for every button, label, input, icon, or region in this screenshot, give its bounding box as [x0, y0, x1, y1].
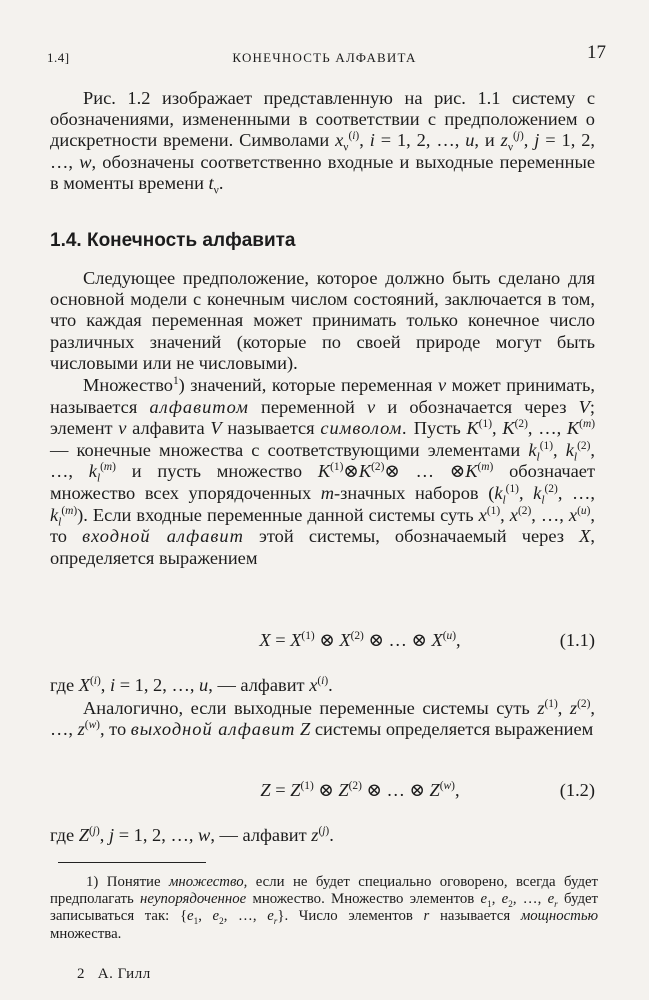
equation-1-2: [50, 780, 595, 806]
equation-1-1: [50, 630, 595, 656]
section-heading: 1.4. Конечность алфавита: [50, 230, 296, 251]
equation-number: (1.2): [559, 780, 595, 800]
printer-signature: [77, 964, 151, 985]
equation-output-alphabet: $Z = Z^{(1)}$ ⊗ $Z^{(2)}$ ⊗ … ⊗ $Z^{(w)}$,: [260, 779, 460, 800]
running-title: КОНЕЧНОСТЬ АЛФАВИТА: [232, 50, 417, 65]
intro-paragraph: Рис. 1.2 изображает представленную на рис. 1.1 систему с обозначениями, измененными в соответствии с предположением о дискретности времени. Символами $x_\nu^{(i)}$, i = 1, 2, …, u, и $z_\nu^{(j)}$, j = 1, 2, …, w, обозначены соответственно входные и выходные переменные в моменты времени $t_\nu$.: [50, 88, 595, 197]
footnote: 1) Понятие множество, если не будет специально оговорено, всегда будет предполагать неупорядоченное множество. Множество элементов $e_1$, $e_2$, …, $e_r$ будет записываться так: {$e_1$, $e_2$, …, $e_r$}. Число элементов r называется мощностью множества.: [50, 874, 599, 942]
paragraph-finite-assumption: Следующее предположение, которое должно быть сделано для основной модели с конечным числом состояний, заключается в том, что каждая переменная может принимать только конечное число различных значений (которые по своей природе могут быть числовыми или не числовыми).: [50, 268, 595, 373]
equation-input-alphabet: $X = X^{(1)}$ ⊗ $X^{(2)}$ ⊗ … ⊗ $X^{(u)}$,: [259, 629, 461, 650]
page-number: 17: [587, 42, 606, 63]
paragraph-alphabet-definition: Множество$^1$) значений, которые переменная v может принимать, называется алфавитом переменной v и обозначается через V; элемент v алфавита V называется символом. Пусть $K^{(1)}$, $K^{(2)}$, …, $K^{(m)}$ — конечные множества с соответствующими элементами $k_l^{(1)}$, $k_l^{(2)}$, …, $k_l^{(m)}$ и пусть множество $K^{(1)}\otimes K^{(2)}\otimes$ … $\otimes K^{(m)}$ обозначает множество всех упорядоченных m-значных наборов ($k_l^{(1)}$, $k_l^{(2)}$, …, $k_l^{(m)}$). Если входные переменные данной системы суть $x^{(1)}$, $x^{(2)}$, …, $x^{(u)}$, то входной алфавит этой системы, обозначаемый через X, определяется выражением: [50, 374, 596, 568]
where-line-1: где $X^{(i)}$, i = 1, 2, …, u, — алфавит $x^{(i)}$.: [50, 674, 333, 695]
signature-number: 2: [77, 966, 85, 982]
signature-author: А. Гилл: [97, 966, 151, 982]
footnote-divider: [58, 862, 206, 863]
paragraph-output-alphabet: Аналогично, если выходные переменные системы суть $z^{(1)}$, $z^{(2)}$, …, $z^{(w)}$, то выходной алфавит Z системы определяется выражением: [50, 697, 595, 740]
where-line-2: где $Z^{(j)}$, j = 1, 2, …, w, — алфавит $z^{(j)}$.: [50, 824, 334, 845]
section-number: 1.4]: [47, 50, 70, 65]
equation-number: (1.1): [559, 630, 595, 650]
